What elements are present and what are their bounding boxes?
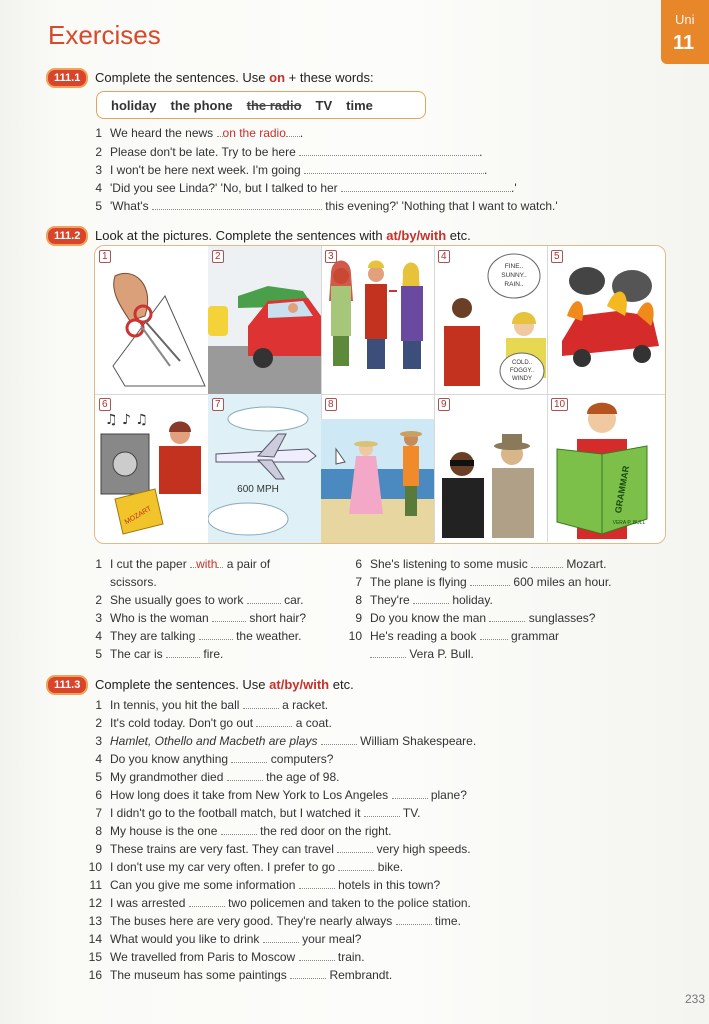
exercise-3-instruction: Complete the sentences. Use at/by/with etc. <box>95 677 354 692</box>
picture-number: 4 <box>438 250 450 263</box>
ex3-item-4: 4 Do you know anything computers? <box>95 752 334 766</box>
answer-blank[interactable] <box>470 576 510 586</box>
exercise-badge-111-1: 111.1 <box>46 68 88 88</box>
answer-blank[interactable] <box>256 717 292 727</box>
picture-7-plane <box>208 394 322 542</box>
ex3-item-2: 2 It's cold today. Don't go out a coat. <box>95 716 332 730</box>
ex1-item-4: 4 'Did you see Linda?' 'No, but I talked to her .' <box>95 181 517 195</box>
car-illustration <box>208 246 321 394</box>
ex2-item-4: 4 They are talking the weather. <box>95 629 302 643</box>
answer-blank[interactable] <box>166 648 200 658</box>
picture-3-women <box>321 246 435 395</box>
svg-text:FOGGY..: FOGGY.. <box>509 368 535 374</box>
unit-tab-label: Uni <box>675 12 695 27</box>
page-number: 233 <box>684 992 705 1006</box>
picture-number: 10 <box>551 398 568 411</box>
svg-text:MOZART: MOZART <box>123 505 153 527</box>
ex2-item-8: 8 They're holiday. <box>355 593 493 607</box>
picture-number: 6 <box>99 398 111 411</box>
ex2-item-1-cont: scissors. <box>110 575 157 589</box>
picture-number: 2 <box>212 250 224 263</box>
ex3-item-14: 14 What would you like to drink your meal? <box>88 932 362 946</box>
picture-number: 1 <box>99 250 111 263</box>
picture-2-car <box>208 246 322 395</box>
svg-text:VERA P. BULL: VERA P. BULL <box>612 520 646 526</box>
svg-text:FINE..: FINE.. <box>504 263 524 270</box>
unit-tab-number: 11 <box>673 32 695 54</box>
picture-5-car-fire <box>547 246 665 395</box>
svg-text:♫ ♪ ♫: ♫ ♪ ♫ <box>105 412 148 428</box>
answer-blank[interactable] <box>338 861 374 871</box>
word-the-phone: the phone <box>170 97 233 113</box>
word-the-radio-struck: the radio <box>246 97 302 113</box>
picture-1-scissors <box>95 246 209 395</box>
ex2-item-6: 6 She's listening to some music Mozart. <box>355 557 607 571</box>
picture-9-sunglasses <box>434 394 548 542</box>
picture-10-reading <box>547 394 665 542</box>
answer-blank[interactable] <box>392 789 428 799</box>
ex1-item-2: 2 Please don't be late. Try to be here . <box>95 145 483 159</box>
answer-blank[interactable] <box>413 594 449 604</box>
exercise-badge-111-2: 111.2 <box>46 226 88 246</box>
svg-text:COLD..: COLD.. <box>511 360 533 366</box>
answer-blank[interactable] <box>489 612 525 622</box>
ex2-item-1: 1 I cut the paper with a pair of <box>95 557 271 571</box>
svg-text:RAIN..: RAIN.. <box>504 281 524 288</box>
ex3-item-10: 10 I don't use my car very often. I prefer to go bike. <box>88 860 404 874</box>
ex3-item-1: 1 In tennis, you hit the ball a racket. <box>95 698 329 712</box>
answer-blank[interactable] <box>299 879 335 889</box>
exercise-2-instruction: Look at the pictures. Complete the sentences with at/by/with etc. <box>95 228 471 243</box>
answer-blank[interactable] <box>199 630 233 640</box>
answer-blank[interactable] <box>370 648 406 658</box>
picture-number: 7 <box>212 398 224 411</box>
page-title: Exercises <box>48 20 161 50</box>
ex3-item-11: 11 Can you give me some information hotels in this town? <box>89 878 441 892</box>
answer-blank[interactable] <box>480 630 508 640</box>
conversation-illustration <box>434 246 547 394</box>
ex2-item-10-cont: Vera P. Bull. <box>370 647 474 661</box>
answer-blank[interactable] <box>321 735 357 745</box>
scissors-illustration <box>95 246 208 394</box>
answer-blank[interactable] <box>299 951 335 961</box>
ex2-item-9: 9 Do you know the man sunglasses? <box>355 611 596 625</box>
picture-number: 8 <box>325 398 337 411</box>
word-time: time <box>346 97 373 113</box>
answer-on-the-radio: on the radio <box>222 126 286 140</box>
ex3-item-3: 3 Hamlet, Othello and Macbeth are plays William Shakespeare. <box>95 734 477 748</box>
answer-with: with <box>196 557 218 571</box>
answer-blank[interactable] <box>152 200 322 210</box>
answer-blank[interactable] <box>227 771 263 781</box>
answer-blank[interactable] <box>364 807 400 817</box>
picture-8-beach <box>321 394 435 542</box>
answer-blank[interactable] <box>189 897 225 907</box>
ex3-item-5: 5 My grandmother died the age of 98. <box>95 770 340 784</box>
people-illustration <box>321 246 434 394</box>
answer-blank[interactable] <box>247 594 281 604</box>
ex1-item-3: 3 I won't be here next week. I'm going . <box>95 163 488 177</box>
svg-text:600 MPH: 600 MPH <box>237 484 279 495</box>
answer-blank[interactable] <box>396 915 432 925</box>
ex1-item-5: 5 'What's this evening?' 'Nothing that I want to watch.' <box>95 199 558 213</box>
word-holiday: holiday <box>111 97 157 113</box>
answer-blank[interactable] <box>531 558 563 568</box>
svg-text:SUNNY..: SUNNY.. <box>501 272 527 279</box>
ex3-item-13: 13 The buses here are very good. They're nearly always time. <box>88 914 461 928</box>
exercise-badge-111-3: 111.3 <box>46 675 88 695</box>
ex3-item-6: 6 How long does it take from New York to Los Angeles plane? <box>95 788 467 802</box>
answer-blank[interactable] <box>263 933 299 943</box>
svg-text:WINDY: WINDY <box>512 376 532 382</box>
answer-blank[interactable] <box>290 969 326 979</box>
answer-blank[interactable] <box>337 843 373 853</box>
ex3-item-16: 16 The museum has some paintings Rembrandt. <box>88 968 393 982</box>
ex2-item-10: 10 He's reading a book grammar <box>348 629 560 643</box>
picture-number: 9 <box>438 398 450 411</box>
burning-car-illustration <box>547 246 665 394</box>
holiday-illustration <box>321 394 434 543</box>
unit-tab[interactable] <box>661 0 709 64</box>
men-illustration <box>434 394 547 543</box>
ex3-item-8: 8 My house is the one the red door on the right. <box>95 824 392 838</box>
picture-grid <box>94 245 666 544</box>
ex2-item-3: 3 Who is the woman short hair? <box>95 611 307 625</box>
answer-blank[interactable] <box>243 699 279 709</box>
music-illustration <box>95 394 208 543</box>
reading-illustration <box>547 394 665 543</box>
ex3-item-12: 12 I was arrested two policemen and taken to the police station. <box>88 896 471 910</box>
word-box <box>96 91 426 119</box>
plane-illustration <box>208 394 321 543</box>
picture-number: 5 <box>551 250 563 263</box>
answer-blank[interactable] <box>304 164 484 174</box>
svg-text:GRAMMAR: GRAMMAR <box>612 464 632 514</box>
word-tv: TV <box>315 97 333 113</box>
picture-number: 3 <box>325 250 337 263</box>
ex2-item-5: 5 The car is fire. <box>95 647 224 661</box>
picture-6-music <box>95 394 209 542</box>
exercise-1-instruction: Complete the sentences. Use on + these words: <box>95 70 374 85</box>
answer-blank[interactable] <box>212 612 246 622</box>
answer-blank[interactable] <box>221 825 257 835</box>
answer-blank[interactable] <box>341 182 511 192</box>
answer-blank[interactable] <box>231 753 267 763</box>
ex1-item-1: 1 We heard the news on the radio . <box>95 126 304 140</box>
ex3-item-9: 9 These trains are very fast. They can travel very high speeds. <box>95 842 471 856</box>
answer-blank[interactable] <box>299 146 479 156</box>
ex2-item-2: 2 She usually goes to work car. <box>95 593 304 607</box>
ex3-item-7: 7 I didn't go to the football match, but I watched it TV. <box>95 806 421 820</box>
ex3-item-15: 15 We travelled from Paris to Moscow train. <box>88 950 365 964</box>
picture-4-weather-talk <box>434 246 548 395</box>
ex2-item-7: 7 The plane is flying 600 miles an hour. <box>355 575 612 589</box>
